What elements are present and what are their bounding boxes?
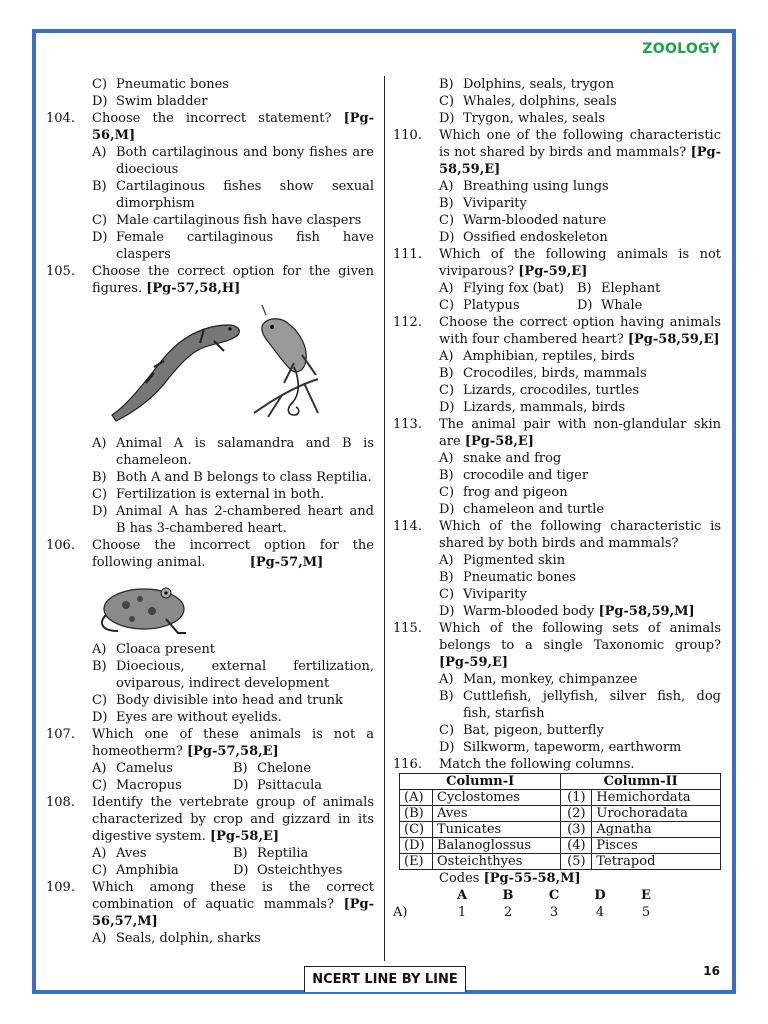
option: C) Warm-blooded nature <box>439 213 607 228</box>
page-number: 16 <box>703 964 720 978</box>
column-divider <box>384 76 385 961</box>
option: A) snake and frog <box>439 451 562 466</box>
option: C) Pneumatic bones <box>92 77 229 92</box>
option: C) Lizards, crocodiles, turtles <box>439 383 640 398</box>
question-116: 116. Match the following columns. <box>393 757 635 772</box>
option: D) Trygon, whales, seals <box>439 111 605 126</box>
question-105: 105. Choose the correct option for the given figures. [Pg-57,58,H] <box>46 264 374 296</box>
option: D) chameleon and turtle <box>439 502 605 517</box>
frog-illustration <box>96 575 196 637</box>
option-row: A) Aves B) Reptilia <box>92 846 309 861</box>
option: D) Eyes are without eyelids. <box>92 710 282 725</box>
question-109: 109. Which among these is the correct combination of aquatic mammals? [Pg-56,57,M] <box>46 880 374 929</box>
option: C) Fertilization is external in both. <box>92 487 325 502</box>
option: A) Both cartilaginous and bony fishes are dioecious <box>92 145 374 177</box>
left-column <box>46 76 374 947</box>
codes-label: Codes [Pg-55-58,M] <box>439 871 581 886</box>
question-110: 110. Which one of the following characteristic is not shared by birds and mammals? [Pg-58,59,E] <box>393 128 721 177</box>
option-row: C) Amphibia D) Osteichthyes <box>92 863 343 878</box>
question-104: 104. Choose the incorrect statement? [Pg-56,M] <box>46 111 374 143</box>
question-113: 113. The animal pair with non-glandular skin are [Pg-58,E] <box>393 417 721 449</box>
footer-label: NCERT LINE BY LINE <box>304 966 466 992</box>
option: B) Crocodiles, birds, mammals <box>439 366 647 381</box>
question-111: 111. Which of the following animals is not viviparous? [Pg-59,E] <box>393 247 721 279</box>
option: C) Body divisible into head and trunk <box>92 693 343 708</box>
codes-option-a: A) 1 2 3 4 5 <box>393 905 651 920</box>
question-112: 112. Choose the correct option having animals with four chambered heart? [Pg-58,59,E] <box>393 315 721 347</box>
question-115: 115. Which of the following sets of animals belongs to a single Taxonomic group? [Pg-59,E] <box>393 621 721 670</box>
option: B) Cartilaginous fishes show sexual dimorphism <box>92 179 374 211</box>
option: D) Animal A has 2-chambered heart and B has 3-chambered heart. <box>92 504 374 536</box>
option: D) Lizards, mammals, birds <box>439 400 626 415</box>
option: C) Viviparity <box>439 587 527 602</box>
option: C) Whales, dolphins, seals <box>439 94 617 109</box>
option: A) Amphibian, reptiles, birds <box>439 349 635 364</box>
question-106: 106. Choose the incorrect option for the following animal. [Pg-57,M] <box>46 538 374 570</box>
option: A) Seals, dolphin, sharks <box>92 931 261 946</box>
match-col1-header: Column-I <box>400 774 561 790</box>
option: C) Bat, pigeon, butterfly <box>439 723 604 738</box>
match-col2-header: Column-II <box>561 774 721 790</box>
option: C) Male cartilaginous fish have claspers <box>92 213 362 228</box>
option: A) Breathing using lungs <box>439 179 609 194</box>
option: A) Cloaca present <box>92 642 216 657</box>
match-table <box>399 773 721 870</box>
option: C) frog and pigeon <box>439 485 568 500</box>
option: B) Both A and B belongs to class Reptilia. <box>92 470 372 485</box>
option: D) Silkworm, tapeworm, earthworm <box>439 740 682 755</box>
question-108: 108. Identify the vertebrate group of animals characterized by crop and gizzard in its digestive system. [Pg-58,E] <box>46 795 374 844</box>
figure-salamander-chameleon <box>104 303 374 429</box>
option-row: C) Platypus D) Whale <box>439 298 643 313</box>
option: D) Warm-blooded body [Pg-58,59,M] <box>439 604 695 619</box>
option: B) Pneumatic bones <box>439 570 576 585</box>
table-row: (B) Aves (2) Urochoradata <box>400 806 721 822</box>
table-row: (D) Balanoglossus (4) Pisces <box>400 838 721 854</box>
option: D) Ossified endoskeleton <box>439 230 608 245</box>
table-row: (E) Osteichthyes (5) Tetrapod <box>400 854 721 870</box>
option-row: C) Macropus D) Psittacula <box>92 778 322 793</box>
right-column <box>393 76 721 921</box>
option: A) Man, monkey, chimpanzee <box>439 672 638 687</box>
salamander-chameleon-illustration <box>104 303 364 429</box>
option-row: A) Flying fox (bat) B) Elephant <box>439 281 661 296</box>
option: A) Animal A is salamandra and B is chameleon. <box>92 436 374 468</box>
subject-header: ZOOLOGY <box>642 41 720 57</box>
figure-frog <box>96 575 374 637</box>
option: B) Dioecious, external fertilization, oviparous, indirect development <box>92 659 374 691</box>
option: B) crocodile and tiger <box>439 468 589 483</box>
table-row: (C) Tunicates (3) Agnatha <box>400 822 721 838</box>
question-114: 114. Which of the following characteristic is shared by both birds and mammals? <box>393 519 721 551</box>
question-107: 107. Which one of these animals is not a homeotherm? [Pg-57,58,E] <box>46 727 374 759</box>
option: D) Swim bladder <box>92 94 208 109</box>
option-row: A) Camelus B) Chelone <box>92 761 312 776</box>
option: B) Dolphins, seals, trygon <box>439 77 615 92</box>
codes-header-row: A B C D E <box>456 888 651 903</box>
table-row: (A) Cyclostomes (1) Hemichordata <box>400 790 721 806</box>
option: D) Female cartilaginous fish have claspers <box>92 230 374 262</box>
option: B) Cuttlefish, jellyfish, silver fish, dog fish, starfish <box>439 689 721 721</box>
option: B) Viviparity <box>439 196 527 211</box>
option: A) Pigmented skin <box>439 553 566 568</box>
